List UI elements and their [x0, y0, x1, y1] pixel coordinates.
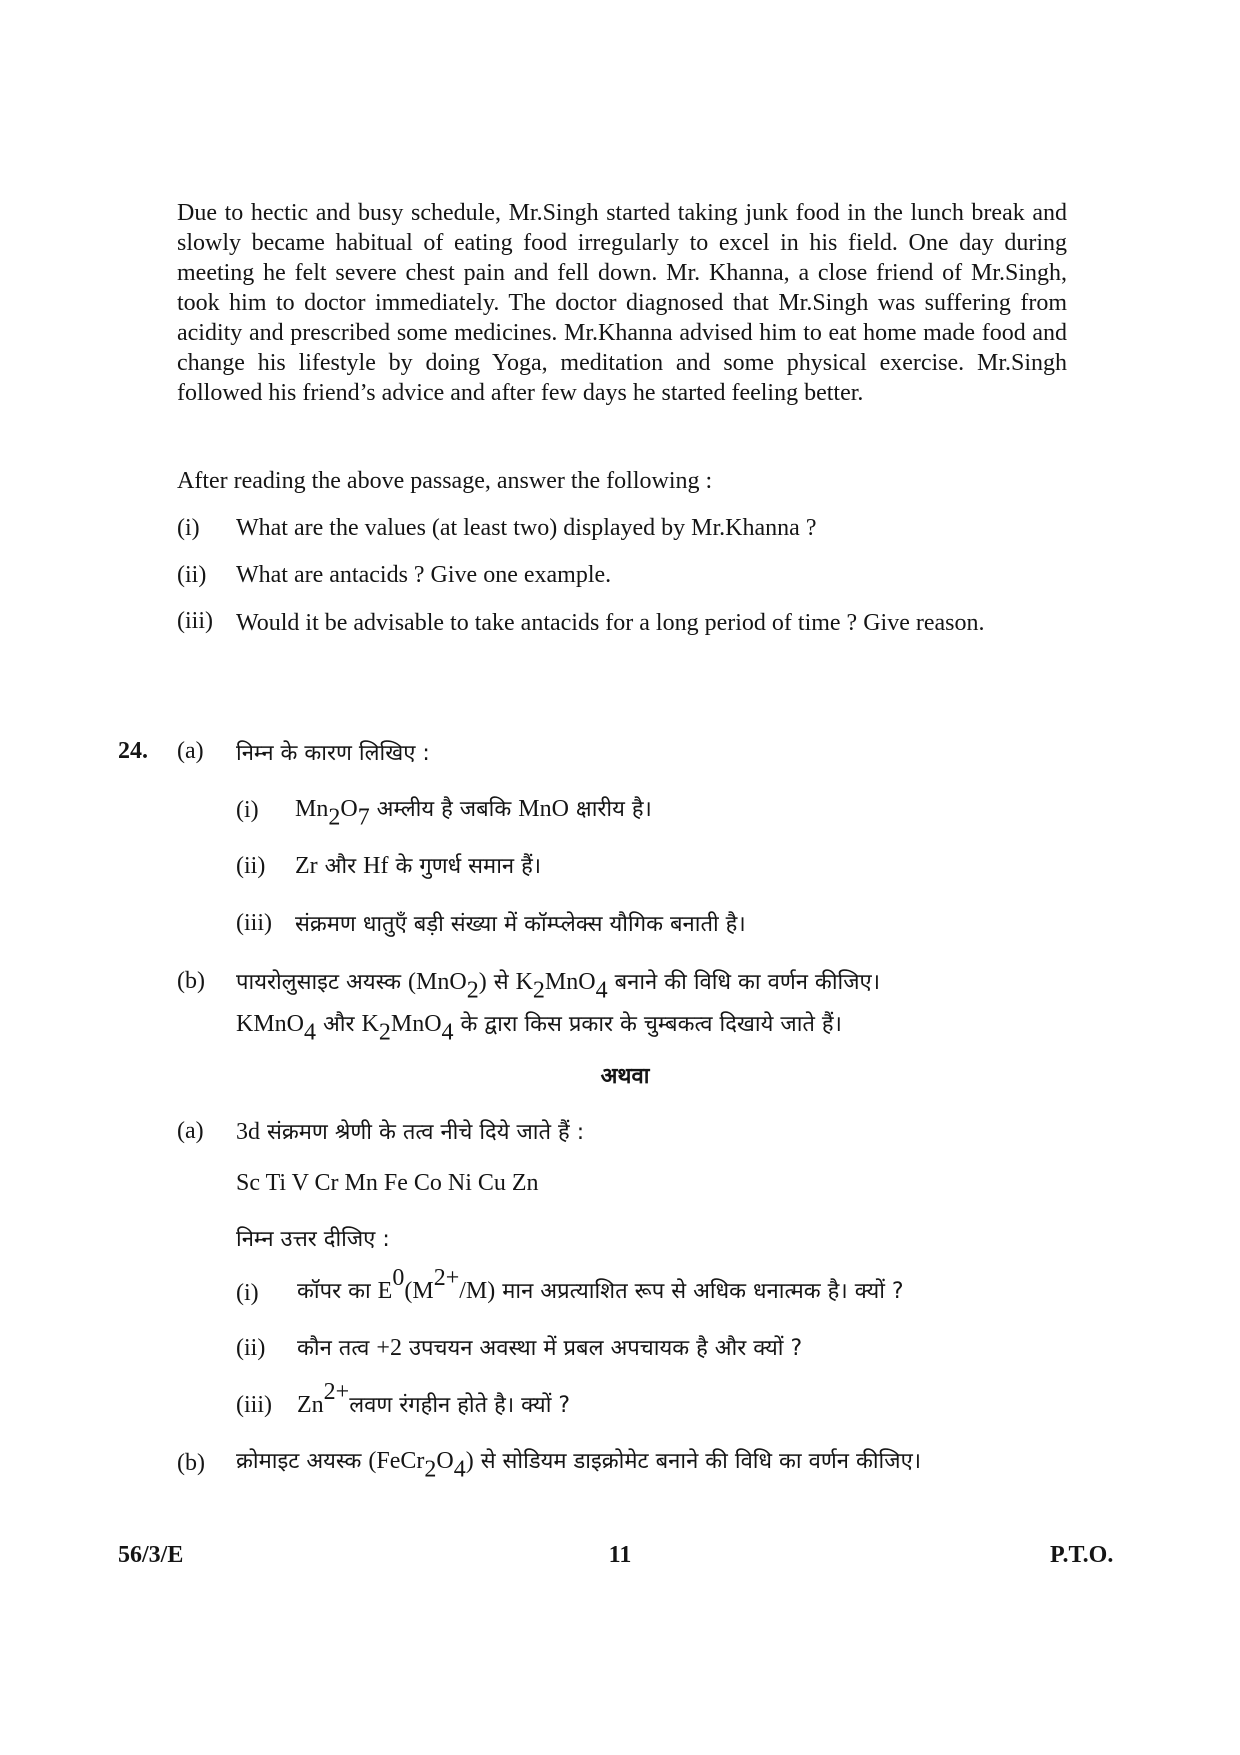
formula-mno4: MnO: [544, 969, 596, 995]
superscript: 0: [392, 1264, 405, 1291]
hindi-text: संक्रमण श्रेणी के तत्व नीचे दिये जाते हैं :: [260, 1120, 585, 1145]
oxidation-state: +2: [376, 1335, 402, 1361]
formula-mn: Mn: [295, 796, 329, 822]
q23-item-iii-text: Would it be advisable to take antacids for a long period of time ? Give reason.: [236, 610, 985, 636]
formula-m: /M): [459, 1278, 496, 1304]
or-heading: अथवा: [600, 1064, 650, 1089]
formula-zr: Zr: [295, 853, 318, 879]
q23-item-i-text: What are the values (at least two) displayed by Mr.Khanna ?: [236, 515, 817, 541]
q24-a-i-text: [295, 793, 652, 831]
subscript: 2: [328, 804, 341, 831]
hindi-text: के गुणर्ध समान हैं।: [388, 854, 542, 879]
q24-b-label: (b): [177, 968, 205, 994]
q24-a-text: निम्न के कारण लिखिए :: [236, 741, 430, 766]
pto-label: P.T.O.: [1050, 1542, 1114, 1568]
subscript: 4: [441, 1019, 454, 1046]
q23-item-iii-label: (iii): [177, 608, 213, 634]
subscript: 2: [466, 977, 479, 1004]
formula-hf: Hf: [363, 853, 389, 879]
q24-a-iii-text: संक्रमण धातुएँ बड़ी संख्या में कॉम्प्लेक्स यौगिक बनाती है।: [295, 912, 746, 937]
q24-a-label: (a): [177, 738, 204, 764]
formula-k: K: [515, 969, 533, 995]
formula-o: O: [340, 796, 358, 822]
hindi-text: और: [317, 854, 364, 879]
q24-a-i-label: (i): [236, 797, 259, 823]
question-number: 24.: [118, 738, 148, 764]
subscript: 4: [595, 977, 608, 1004]
subscript: 2: [532, 977, 545, 1004]
q24-or-b-text: [236, 1445, 922, 1483]
formula-o: O: [436, 1448, 454, 1474]
subscript: 2: [378, 1019, 391, 1046]
q24-or-a-ii-text: [297, 1332, 802, 1362]
formula-mno: MnO: [518, 796, 569, 822]
q23-item-ii-text: What are antacids ? Give one example.: [236, 562, 612, 588]
paper-code: 56/3/E: [118, 1542, 184, 1568]
q24-or-a-i-text: [297, 1264, 904, 1305]
formula-mno2: (MnO: [408, 969, 467, 995]
formula-close: ): [478, 969, 487, 995]
q24-or-b-label: (b): [177, 1450, 205, 1476]
superscript: 2+: [433, 1264, 460, 1291]
hindi-text: पायरोलुसाइट अयस्क: [236, 970, 409, 995]
q24-a-iii-label: (iii): [236, 910, 272, 936]
q24-or-a-i-label: (i): [236, 1280, 259, 1306]
subscript: 4: [453, 1456, 466, 1483]
q24-or-a-ii-label: (ii): [236, 1335, 266, 1361]
subscript: 2: [424, 1456, 437, 1483]
q24-a-ii-text: [295, 850, 541, 880]
formula-k: K: [361, 1011, 379, 1037]
hindi-text: लवण रंगहीन होते है। क्यों ?: [349, 1393, 571, 1418]
formula-kmno4: KMnO: [236, 1011, 305, 1037]
q24-a-ii-label: (ii): [236, 853, 266, 879]
element-list: Sc Ti V Cr Mn Fe Co Ni Cu Zn: [236, 1170, 539, 1196]
hindi-text: बनाने की विधि का वर्णन कीजिए।: [607, 970, 881, 995]
formula-fecr: (FeCr: [368, 1448, 425, 1474]
hindi-text: से सोडियम डाइक्रोमेट बनाने की विधि का वर्णन कीजिए।: [473, 1449, 922, 1474]
q24-or-a-text: [236, 1116, 584, 1146]
hindi-text: और: [316, 1012, 362, 1037]
q23-item-i-label: (i): [177, 515, 200, 541]
hindi-text: मान अप्रत्याशित रूप से अधिक धनात्मक है। क्यों ?: [495, 1279, 904, 1304]
hindi-text: के द्वारा किस प्रकार के चुम्बकत्व दिखाये जाते हैं।: [453, 1012, 842, 1037]
q23-item-ii-label: (ii): [177, 562, 207, 588]
superscript: 2+: [323, 1378, 350, 1405]
subscript: 7: [357, 804, 370, 831]
hindi-text: कौन तत्व: [297, 1336, 377, 1361]
q24-or-a-label: (a): [177, 1118, 204, 1144]
formula-e: E: [377, 1278, 393, 1304]
hindi-text: अम्लीय है जबकि: [369, 797, 519, 822]
q24-b-text: [236, 962, 1068, 1046]
hindi-text: उपचयन अवस्था में प्रबल अपचायक है और क्यों ?: [401, 1336, 803, 1361]
hindi-text: से: [486, 970, 516, 995]
answer-prompt: निम्न उत्तर दीजिए :: [236, 1227, 390, 1252]
subscript: 4: [304, 1019, 317, 1046]
hindi-text: कॉपर का: [297, 1279, 378, 1304]
hindi-text: क्षारीय है।: [568, 797, 652, 822]
series-3d: 3d: [236, 1119, 260, 1145]
formula-zn: Zn: [297, 1392, 324, 1418]
hindi-text: क्रोमाइट अयस्क: [236, 1449, 369, 1474]
formula-m: (M: [404, 1278, 434, 1304]
q24-or-a-iii-text: [297, 1378, 571, 1419]
formula-close: ): [465, 1448, 474, 1474]
formula-mno4: MnO: [390, 1011, 442, 1037]
passage-paragraph: Due to hectic and busy schedule, Mr.Singh started taking junk food in the lunch break and slowly became habitual of eating food irregularly to excel in his field. One day during meeting he felt severe chest pain and fell down. Mr. Khanna, a close friend of Mr.Singh, took him to doctor immediately. The doctor diagnosed that Mr.Singh was suffering from acidity and prescribed some medicines. Mr.Khanna advised him to eat home made food and change his lifestyle by doing Yoga, meditation and some physical exercise. Mr.Singh followed his friend’s advice and after few days he started feeling better.: [177, 200, 1067, 406]
q24-or-a-iii-label: (iii): [236, 1392, 272, 1418]
passage-instruction: After reading the above passage, answer the following :: [177, 468, 713, 494]
page-number: 11: [608, 1542, 632, 1568]
